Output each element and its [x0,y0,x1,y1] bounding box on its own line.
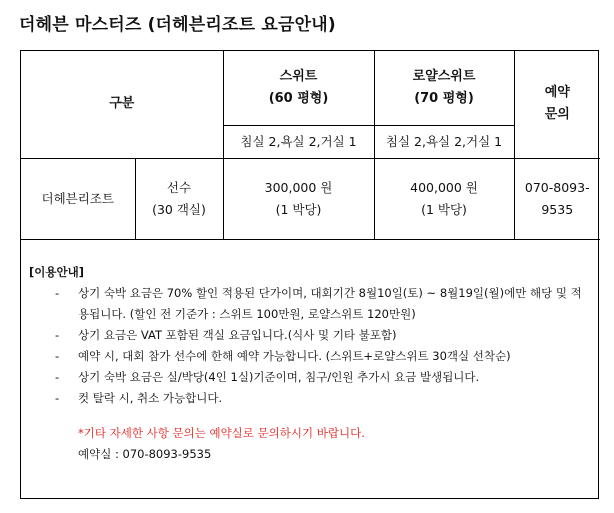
target-label: 선수 [166,179,192,195]
note-item [29,283,598,325]
suite-size: (60 평형) [268,90,329,106]
header-reservation [514,51,600,158]
note-text: 예약 시, 대회 참가 선수에 한해 예약 가능합니다. (스위트+로얄스위트 30객실 선착순) [78,348,511,363]
dash-bullet: - [55,348,60,363]
page-title: 더헤븐 마스터즈 (더헤븐리조트 요금안내) [19,15,336,35]
resort-name: 더헤븐리조트 [21,158,135,239]
note-item [29,388,598,409]
note-item [29,346,598,367]
royal-unit: (1 박당) [421,201,467,217]
rate-box [20,50,599,499]
suite-name: 스위트 [279,68,318,84]
reserve-line2: 문의 [544,107,570,123]
header-suite [223,51,374,125]
note-text: 상기 숙박 요금은 실/박당(4인 1실)기준이며, 침구/인원 추가시 요금 발생됩니다. [78,369,480,384]
dash-bullet: - [55,369,60,384]
phone-cell [514,158,600,239]
phone-line1: 070-8093- [524,179,590,195]
rate-table [21,51,600,240]
notes-section [21,240,598,465]
note-item [29,325,598,346]
target-rooms: (30 객실) [152,201,206,217]
royal-size: (70 평형) [414,90,474,106]
suite-unit: (1 박당) [275,201,322,217]
warning-text: *기타 자세한 사항 문의는 예약실로 문의하시기 바랍니다. [78,425,365,440]
royal-name: 로얄스위트 [412,68,476,84]
note-text: 상기 요금은 VAT 포함된 객실 요금입니다.(식사 및 기타 불포함) [78,327,397,342]
dash-bullet: - [55,327,60,342]
reserve-line1: 예약 [544,85,570,101]
suite-rooms: 침실 2,욕실 2,거실 1 [223,125,374,158]
target-cell [135,158,223,239]
header-royal-suite [374,51,514,125]
notes-heading: [이용안내] [29,264,84,279]
royal-price-cell [374,158,514,239]
royal-price: 400,000 원 [410,179,478,195]
dash-bullet: - [55,390,60,405]
note-item [29,367,598,388]
royal-rooms: 침실 2,욕실 2,거실 1 [374,125,514,158]
reservation-contact: 예약실 : 070-8093-9535 [78,446,212,461]
phone-line2: 9535 [541,201,574,217]
note-text: 컷 탈락 시, 취소 가능합니다. [78,390,223,405]
dash-bullet: - [55,285,60,300]
note-text: 상기 숙박 요금은 70% 할인 적용된 단가이며, 대회기간 8월10일(토) ~ 8월19일(월)에만 해당 및 적용됩니다. (할인 전 기준가 : 스위트 100만원, 로얄스위트 120만원) [78,285,582,321]
suite-price: 300,000 원 [264,179,333,195]
header-category: 구분 [21,51,223,158]
suite-price-cell [223,158,374,239]
